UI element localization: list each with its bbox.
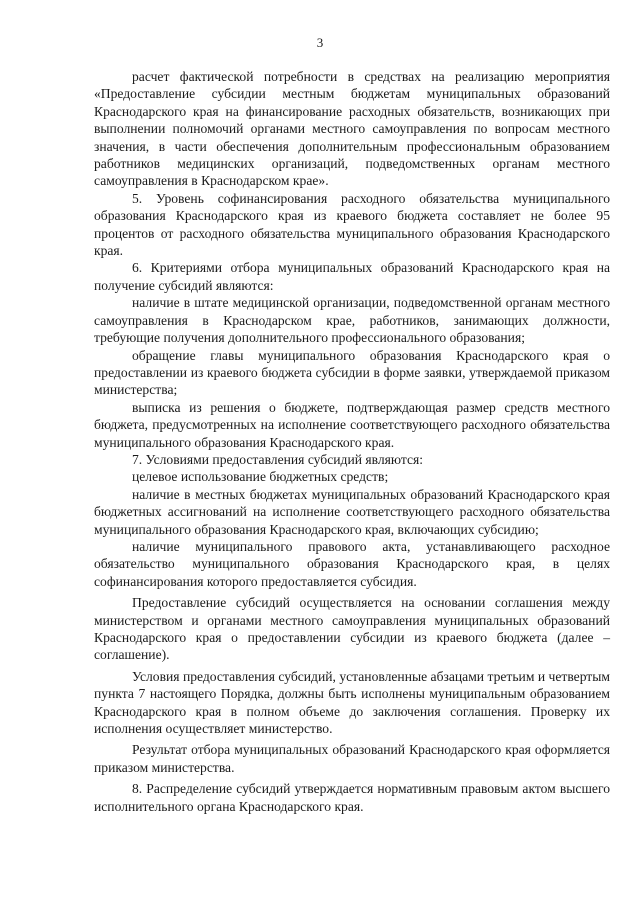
- paragraph-condition-legal-act: наличие муниципального правового акта, устанавливающего расходное обязательство муниципального образования Краснодарского края, в целях софинансирования которого предоставляется субсидия.: [94, 538, 610, 589]
- paragraph-conditions-fulfillment: Условия предоставления субсидий, установленные абзацами третьим и четвертым пункта 7 настоящего Порядка, должны быть исполнены муниципальным образованием Краснодарского края в полном объеме до заключения соглашения. Проверку их исполнения осуществляет министерство.: [94, 668, 610, 737]
- paragraph-condition-target-use: целевое использование бюджетных средств;: [132, 469, 389, 485]
- paragraph-criterion-application: обращение главы муниципального образования Краснодарского края о предоставлении из краевого бюджета субсидии в форме заявки, утверждаемой приказом министерства;: [94, 347, 610, 398]
- paragraph-item-8: 8. Распределение субсидий утверждается нормативным правовым актом высшего исполнительного органа Краснодарского края.: [94, 781, 610, 814]
- paragraph-selection-result: Результат отбора муниципальных образований Краснодарского края оформляется приказом министерства.: [94, 742, 610, 775]
- document-body: [94, 68, 610, 815]
- paragraph-calculation-continued: расчет фактической потребности в средствах на реализацию мероприятия «Предоставление субсидии местным бюджетам муниципальных образований Краснодарского края на финансирование расходных обязательств, возникающих при выполнении полномочий органами местного самоуправления по вопросам местного значения, в части обеспечения дополнительным профессиональным образованием работников медицинских организаций, подведомственных органам местного самоуправления в Краснодарском крае».: [94, 69, 610, 189]
- paragraph-item-6: 6. Критериями отбора муниципальных образований Краснодарского края на получение субсидий являются:: [94, 260, 610, 293]
- paragraph-item-7: 7. Условиями предоставления субсидий являются:: [132, 451, 424, 467]
- page-number: 3: [316, 35, 324, 50]
- paragraph-item-5: 5. Уровень софинансирования расходного обязательства муниципального образования Краснодарского края из краевого бюджета составляет не более 95 процентов от расходного обязательства муниципального образования Краснодарского края.: [94, 190, 610, 259]
- paragraph-agreement: Предоставление субсидий осуществляется на основании соглашения между министерством и органами местного самоуправления муниципальных образований Краснодарского края о предоставлении субсидии из краевого бюджета (далее – соглашение).: [94, 595, 610, 663]
- paragraph-condition-appropriations: наличие в местных бюджетах муниципальных образований Краснодарского края бюджетных ассигнований на исполнение соответствующего расходного обязательства муниципального образования Краснодарского края, включающих субсидию;: [94, 486, 610, 537]
- paragraph-criterion-staff: наличие в штате медицинской организации, подведомственной органам местного самоуправления в Краснодарском крае, работников, занимающих должности, требующие получения дополнительного профессионального образования;: [94, 295, 610, 346]
- paragraph-criterion-budget-extract: выписка из решения о бюджете, подтверждающая размер средств местного бюджета, предусмотренных на исполнение соответствующего расходного обязательства муниципального образования Краснодарского края.: [94, 399, 610, 450]
